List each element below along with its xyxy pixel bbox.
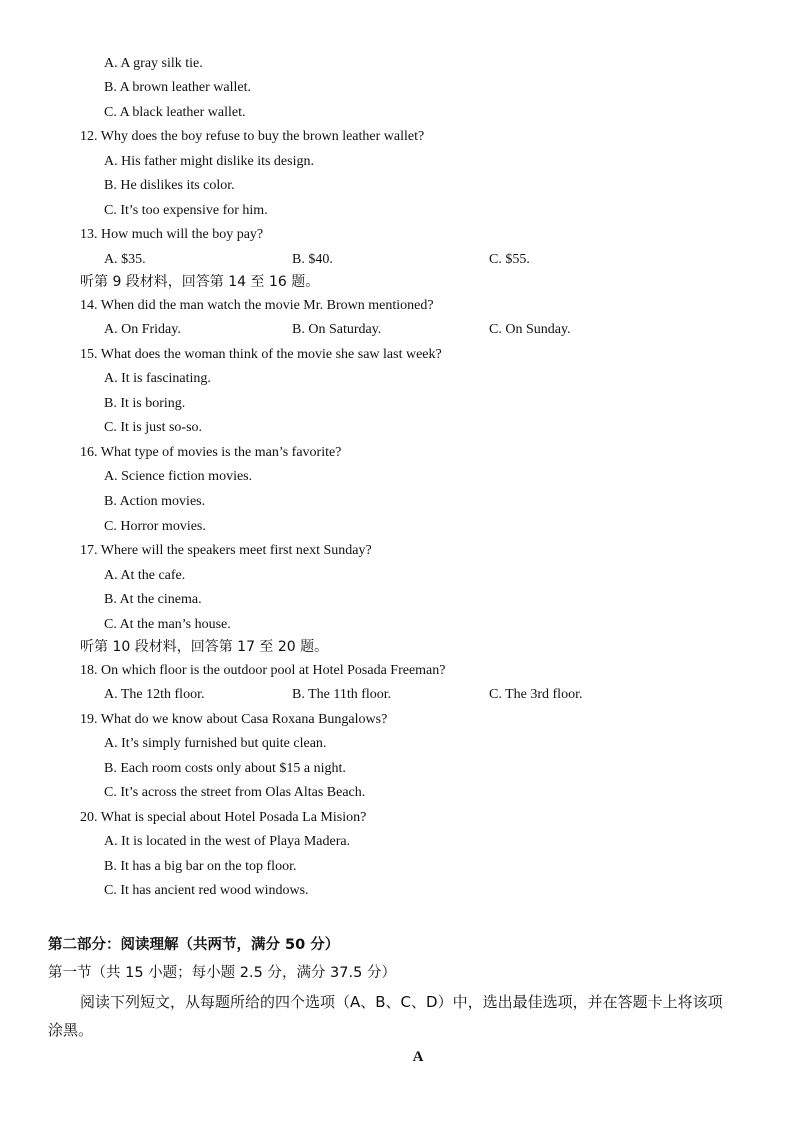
q18-option-a: A. The 12th floor.	[104, 687, 205, 702]
q18-question: 18. On which floor is the outdoor pool at Hotel Posada Freeman?	[80, 663, 446, 678]
q17-option-b: B. At the cinema.	[104, 592, 202, 607]
q17-option-c: C. At the man’s house.	[104, 617, 231, 632]
q11-option-a: A. A gray silk tie.	[104, 56, 203, 71]
part-2-section-1-heading: 第一节（共 15 小题；每小题 2.5 分，满分 37.5 分）	[48, 965, 396, 981]
q20-option-c: C. It has ancient red wood windows.	[104, 883, 309, 898]
section-9-instruction: 听第 9 段材料，回答第 14 至 16 题。	[80, 274, 320, 290]
q17-option-a: A. At the cafe.	[104, 568, 186, 583]
q15-option-c: C. It is just so-so.	[104, 420, 203, 435]
passage-letter: A	[412, 1049, 424, 1065]
q13-question: 13. How much will the boy pay?	[80, 227, 264, 242]
q12-option-a: A. His father might dislike its design.	[104, 154, 314, 169]
reading-instructions-line-2: 涂黑。	[48, 1021, 94, 1039]
part-2-heading: 第二部分：阅读理解（共两节，满分 50 分）	[48, 937, 340, 953]
q13-option-b: B. $40.	[292, 252, 333, 267]
q20-option-b: B. It has a big bar on the top floor.	[104, 859, 297, 874]
reading-instructions-line-1: 阅读下列短文，从每题所给的四个选项（A、B、C、D）中，选出最佳选项，并在答题卡上将该项	[80, 993, 723, 1011]
q14-option-a: A. On Friday.	[104, 322, 181, 337]
q12-option-c: C. It’s too expensive for him.	[104, 203, 268, 218]
q19-option-c: C. It’s across the street from Olas Altas Beach.	[104, 785, 366, 800]
q20-question: 20. What is special about Hotel Posada La Mision?	[80, 810, 367, 825]
q15-option-b: B. It is boring.	[104, 396, 186, 411]
q16-question: 16. What type of movies is the man’s favorite?	[80, 445, 342, 460]
q19-option-b: B. Each room costs only about $15 a night.	[104, 761, 346, 776]
q15-option-a: A. It is fascinating.	[104, 371, 211, 386]
q16-option-a: A. Science fiction movies.	[104, 469, 253, 484]
q11-option-b: B. A brown leather wallet.	[104, 80, 251, 95]
q14-question: 14. When did the man watch the movie Mr. Brown mentioned?	[80, 298, 434, 313]
q19-question: 19. What do we know about Casa Roxana Bungalows?	[80, 712, 388, 727]
q16-option-b: B. Action movies.	[104, 494, 206, 509]
q18-option-b: B. The 11th floor.	[292, 687, 392, 702]
q14-option-b: B. On Saturday.	[292, 322, 382, 337]
q15-question: 15. What does the woman think of the movie she saw last week?	[80, 347, 442, 362]
q12-question: 12. Why does the boy refuse to buy the brown leather wallet?	[80, 129, 425, 144]
q17-question: 17. Where will the speakers meet first next Sunday?	[80, 543, 372, 558]
q11-option-c: C. A black leather wallet.	[104, 105, 246, 120]
q19-option-a: A. It’s simply furnished but quite clean.	[104, 736, 327, 751]
section-10-instruction: 听第 10 段材料，回答第 17 至 20 题。	[80, 639, 329, 655]
q16-option-c: C. Horror movies.	[104, 519, 206, 534]
q13-option-c: C. $55.	[489, 252, 530, 267]
q18-option-c: C. The 3rd floor.	[489, 687, 583, 702]
q20-option-a: A. It is located in the west of Playa Madera.	[104, 834, 351, 849]
q14-option-c: C. On Sunday.	[489, 322, 571, 337]
q12-option-b: B. He dislikes its color.	[104, 178, 235, 193]
q13-option-a: A. $35.	[104, 252, 146, 267]
